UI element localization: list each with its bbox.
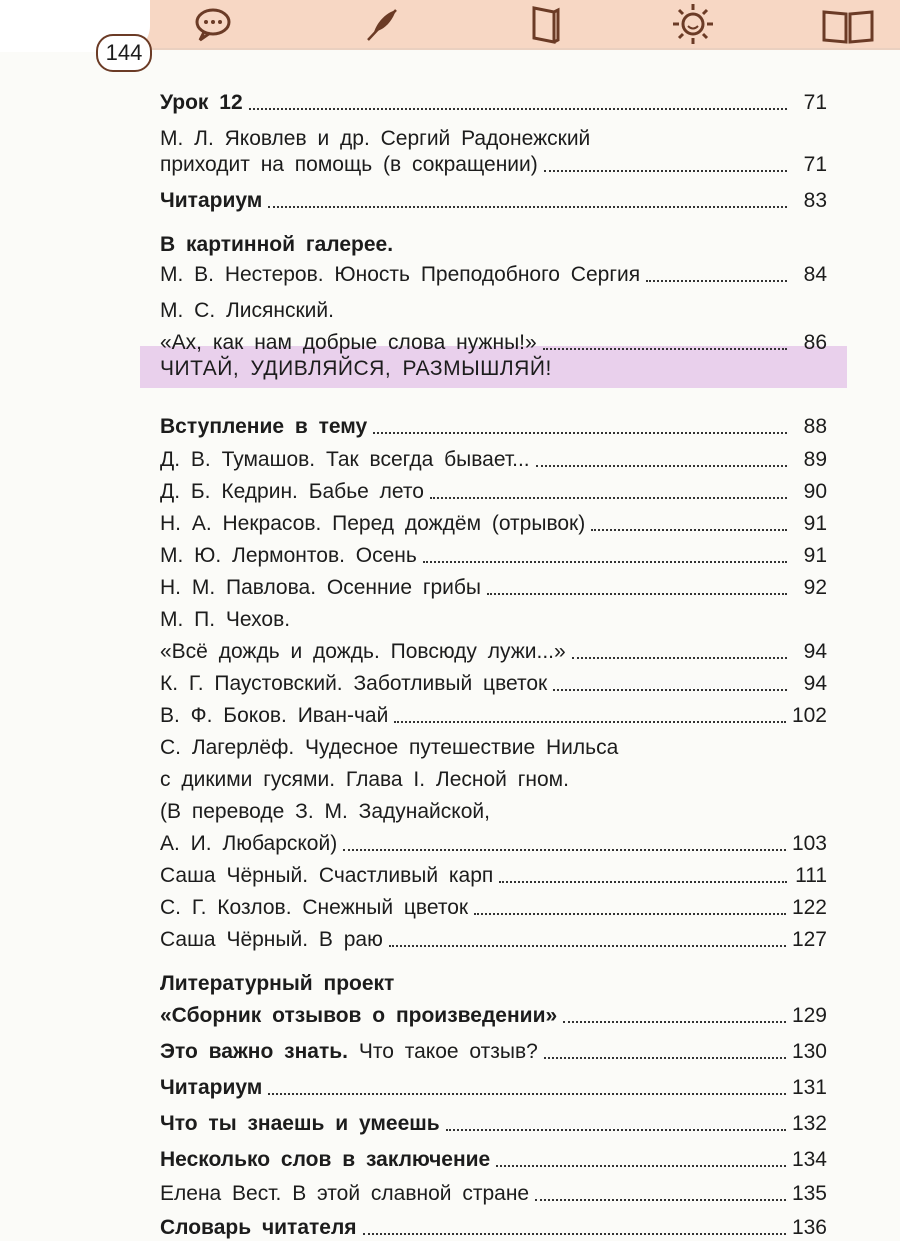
dot-leader [544,1057,786,1059]
entry-page: 94 [803,672,827,695]
entry-page: 90 [803,480,827,503]
toc-entry [160,575,827,601]
dot-leader [543,348,787,350]
entry-title: Читариум [160,1076,263,1099]
dot-leader [249,108,787,110]
toc-entry [160,479,827,505]
dot-leader [563,1021,786,1023]
toc-entry [160,511,827,537]
entry-title: Урок 12 [160,91,243,114]
toc-entry [160,671,827,697]
section-banner: ЧИТАЙ, УДИВЛЯЙСЯ, РАЗМЫШЛЯЙ! [160,357,552,380]
dot-leader [446,1129,786,1131]
entry-title: М. В. Нестеров. Юность Преподобного Сергия [160,263,641,286]
entry-page: 111 [795,864,827,887]
toc-entry [160,1111,827,1137]
toc-entry [160,639,827,665]
section-heading: В картинной галерее. [160,233,394,256]
entry-title: Несколько слов в заключение [160,1148,491,1171]
dot-leader [343,849,786,851]
entry-page: 129 [791,1004,827,1027]
entry-page: 102 [791,704,827,727]
dot-leader [389,945,786,947]
entry-title: с дикими гусями. Глава I. Лесной гном. [160,768,569,791]
entry-title: Н. М. Павлова. Осенние грибы [160,576,482,599]
entry-page: 92 [803,576,827,599]
entry-page: 94 [803,640,827,663]
entry-title: Читариум [160,189,263,212]
dot-leader [363,1233,786,1235]
dot-leader [591,529,787,531]
dot-leader [474,913,786,915]
entry-title: Вступление в тему [160,415,368,438]
dot-leader [487,593,787,595]
toc-entry [160,1147,827,1173]
entry-page: 131 [791,1076,827,1099]
dot-leader [544,170,787,172]
toc-entry [160,414,827,440]
entry-page: 71 [803,153,827,176]
dot-leader [536,465,787,467]
page-number: 144 [96,34,152,72]
entry-page: 135 [791,1182,827,1205]
entry-page: 84 [803,263,827,286]
toc-entry [160,447,827,473]
speech-bubble-icon [190,2,236,46]
toc-entry [160,1003,827,1029]
entry-page: 136 [791,1216,827,1239]
dot-leader [394,721,786,723]
entry-title: М. С. Лисянский. [160,299,334,322]
entry-title [160,1039,538,1065]
dot-leader [535,1199,786,1201]
toc-entry [160,262,827,288]
entry-title: М. Л. Яковлев и др. Сергий Радонежский [160,127,591,150]
entry-page: 132 [791,1112,827,1135]
entry-title: Что ты знаешь и умеешь [160,1112,440,1135]
entry-page: 127 [791,928,827,951]
dot-leader [572,657,787,659]
book-open-icon [820,2,876,46]
toc-entry [160,1039,827,1065]
dot-leader [499,881,787,883]
dot-leader [373,432,787,434]
entry-page: 83 [803,189,827,212]
toc-entry [160,703,827,729]
entry-page: 88 [803,415,827,438]
entry-title: С. Лагерлёф. Чудесное путешествие Нильса [160,736,619,759]
entry-page: 91 [803,512,827,535]
book-closed-icon [522,2,568,46]
entry-title: (В переводе З. М. Задунайской, [160,800,490,823]
entry-title: Литературный проект [160,972,395,995]
entry-page: 89 [803,448,827,471]
toc-entry [160,330,827,356]
entry-title: А. И. Любарской) [160,832,338,855]
toc-entry [160,543,827,569]
entry-page: 91 [803,544,827,567]
dot-leader [430,497,787,499]
entry-page: 122 [791,896,827,919]
toc-entry [160,863,827,889]
entry-title: приходит на помощь (в сокращении) [160,153,538,176]
entry-title: «Сборник отзывов о произведении» [160,1004,558,1027]
toc-entry [160,90,827,116]
toc-entry [160,927,827,953]
toc-entry [160,1181,827,1207]
dot-leader [646,280,787,282]
entry-title: Елена Вест. В этой славной стране [160,1182,530,1205]
toc-entry [160,1215,827,1241]
entry-title: Саша Чёрный. Счастливый карп [160,864,494,887]
entry-title-rest: Что такое отзыв? [358,1040,538,1063]
dot-leader [496,1165,786,1167]
dot-leader [268,1093,786,1095]
toc-entry [160,831,827,857]
toc-entry [160,188,827,214]
entry-title: Д. В. Тумашов. Так всегда бывает... [160,448,530,471]
entry-page: 130 [791,1040,827,1063]
entry-title: М. Ю. Лермонтов. Осень [160,544,417,567]
toc-entry [160,1075,827,1101]
dot-leader [268,206,787,208]
entry-title: М. П. Чехов. [160,608,291,631]
entry-title: Д. Б. Кедрин. Бабье лето [160,480,424,503]
sun-icon [670,2,716,46]
toc-entry [160,895,827,921]
entry-page: 134 [791,1148,827,1171]
entry-title: К. Г. Паустовский. Заботливый цветок [160,672,548,695]
table-of-contents [160,84,827,1241]
toc-entry [160,152,827,178]
entry-title: В. Ф. Боков. Иван-чай [160,704,389,727]
entry-title: «Ах, как нам добрые слова нужны!» [160,331,537,354]
feather-icon [360,2,406,46]
entry-title: Словарь читателя [160,1216,357,1239]
entry-page: 86 [803,331,827,354]
dot-leader [423,561,787,563]
entry-title: Саша Чёрный. В раю [160,928,383,951]
entry-title: Н. А. Некрасов. Перед дождём (отрывок) [160,512,586,535]
entry-title: С. Г. Козлов. Снежный цветок [160,896,469,919]
entry-page: 103 [791,832,827,855]
dot-leader [553,689,787,691]
entry-title-bold: Это важно знать. [160,1040,348,1063]
entry-page: 71 [803,91,827,114]
entry-title: «Всё дождь и дождь. Повсюду лужи...» [160,640,566,663]
